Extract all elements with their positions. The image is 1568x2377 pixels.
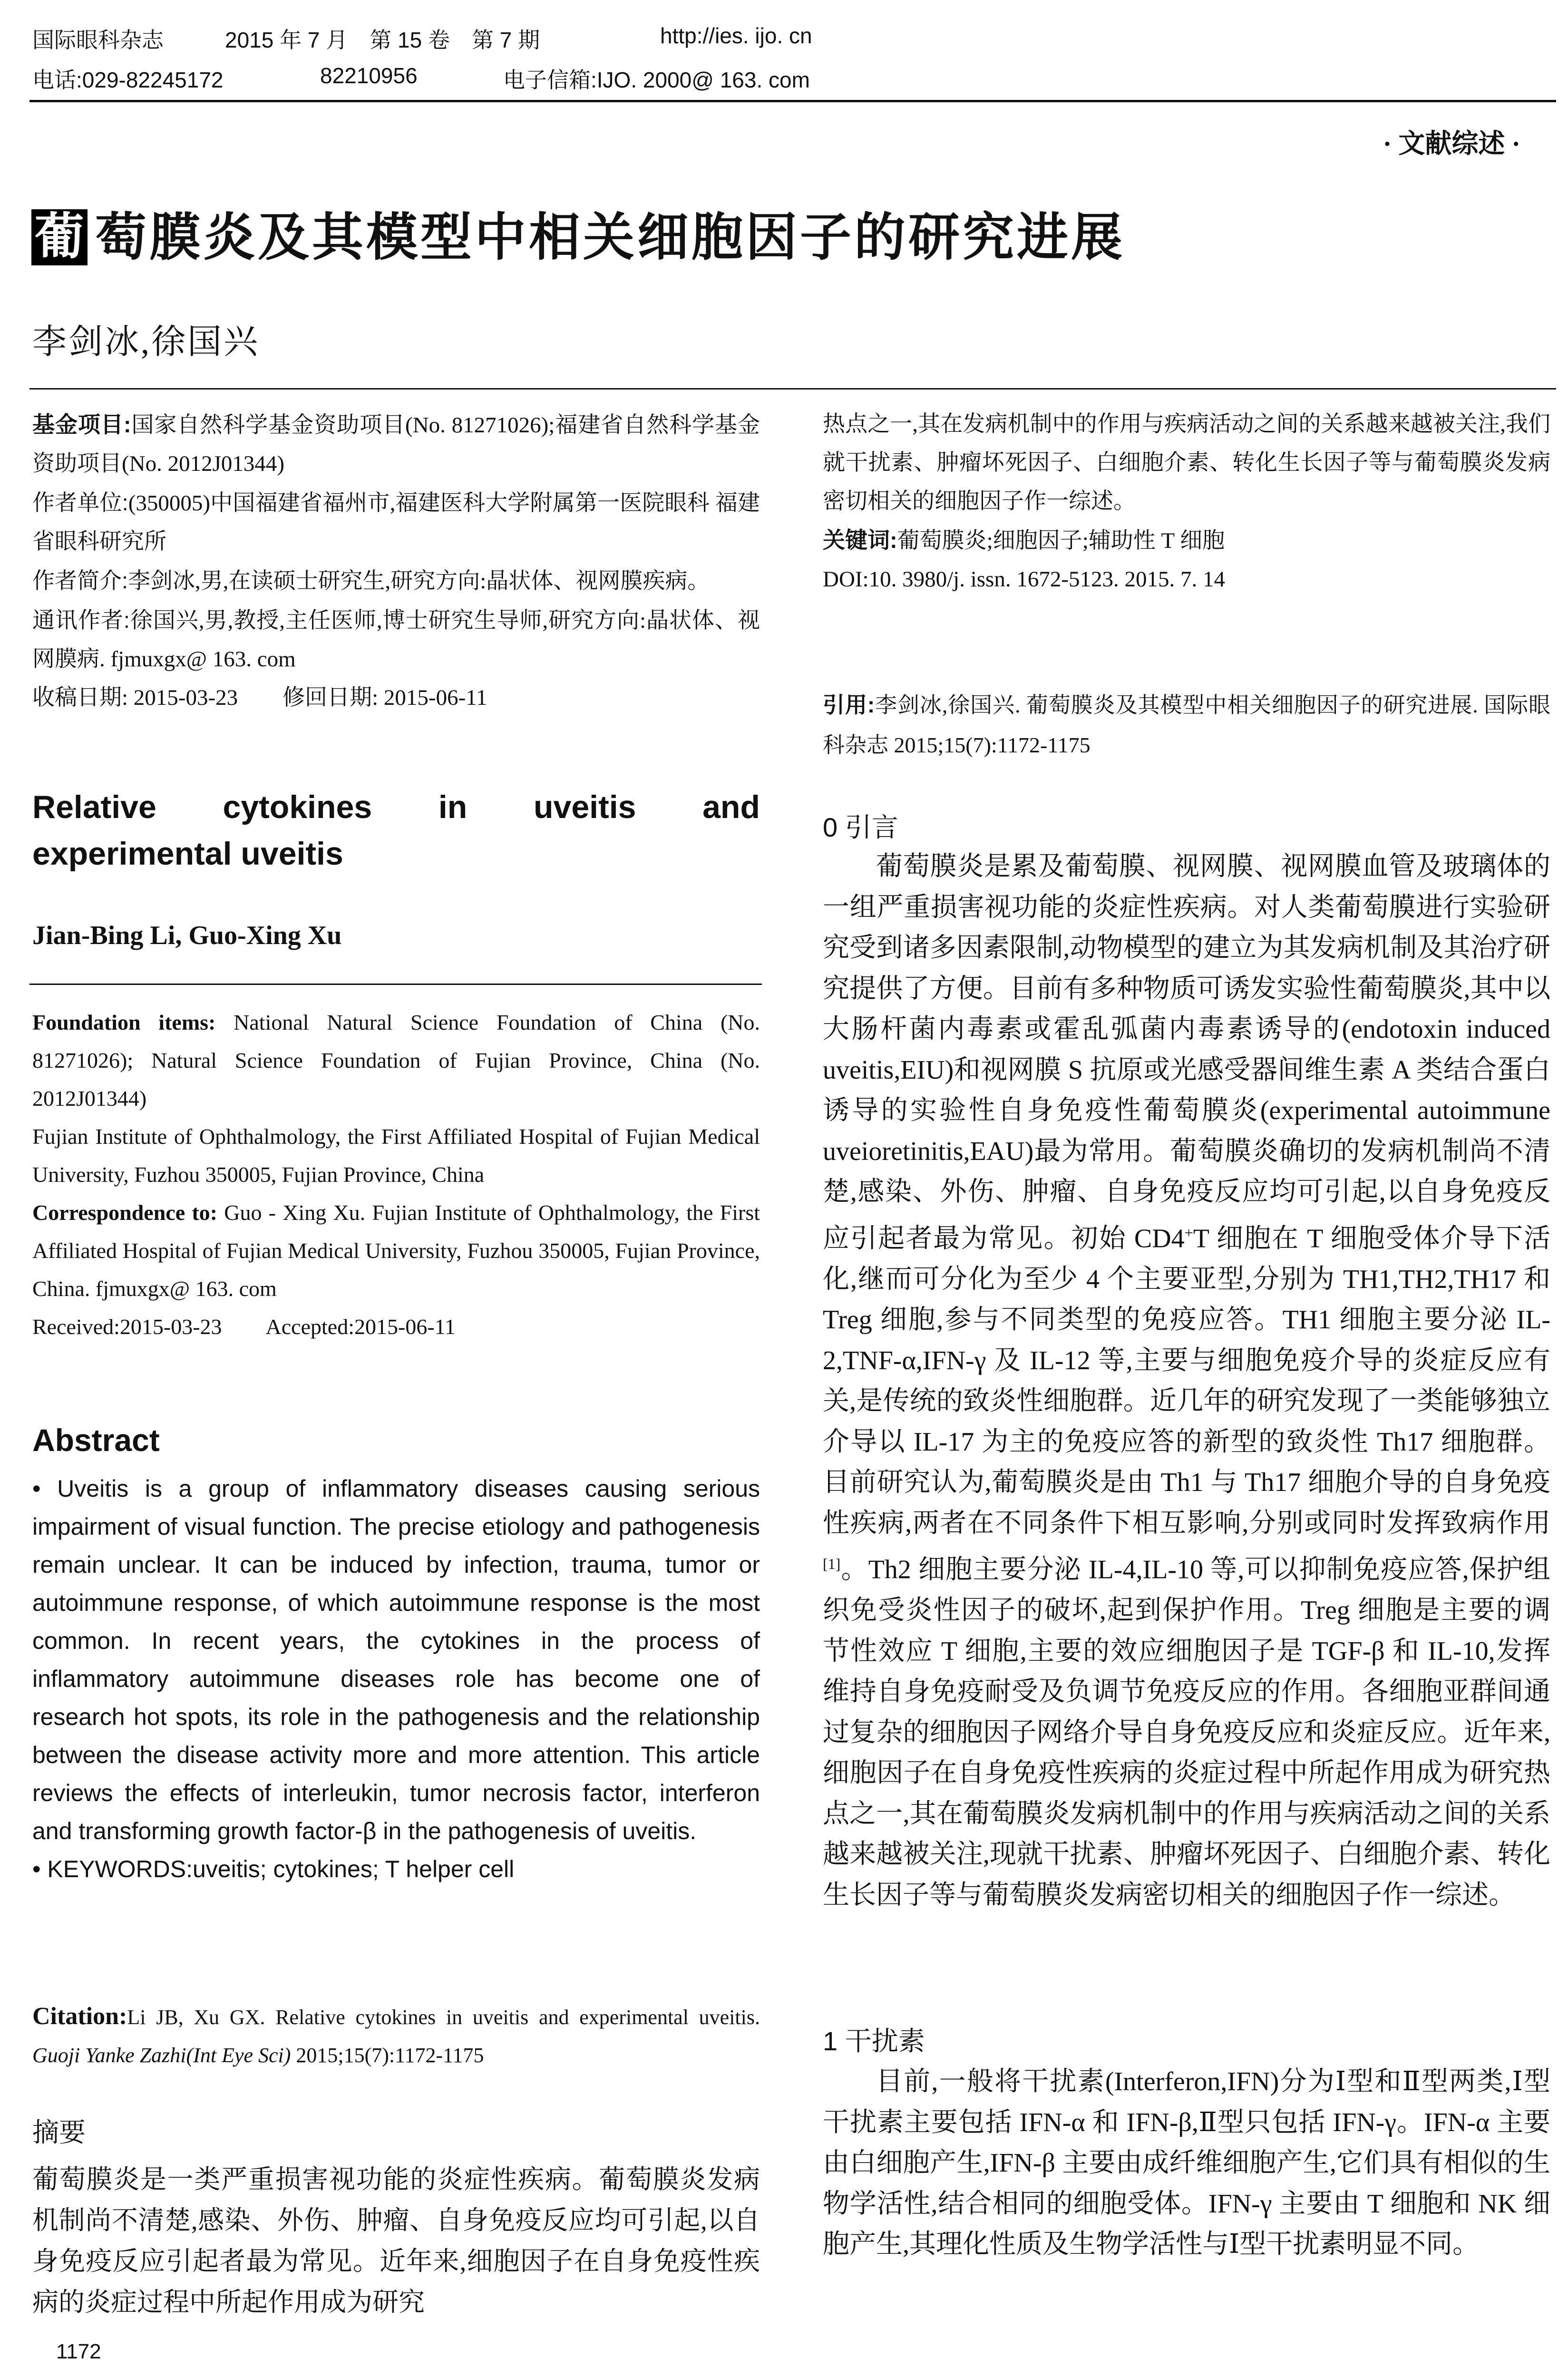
header-rule xyxy=(29,100,1556,102)
citation-zh xyxy=(823,685,1550,765)
section-1-text: 目前,一般将干扰素(Interferon,IFN)分为Ⅰ型和Ⅱ型两类,Ⅰ型干扰素主要包括 IFN-α 和 IFN-β,Ⅱ型只包括 IFN-γ。IFN-α 主要由白细胞产生,IFN-β 主要由成纤维细胞产生,它们具有相似的生物学活性,结合相同的细胞受体。IFN-γ 主要由 T 细胞和 NK 细胞产生,其理化性质及生物学活性与Ⅰ型干扰素明显不同。 xyxy=(823,2067,1550,2259)
keywords-en: • KEYWORDS:uveitis; cytokines; T helper cell xyxy=(32,1856,515,1882)
doi: DOI:10. 3980/j. issn. 1672-5123. 2015. 7. 14 xyxy=(823,567,1225,592)
journal-phone2: 82210956 xyxy=(320,63,418,88)
authors-en: Jian-Bing Li, Guo-Xing Xu xyxy=(32,921,342,950)
zh-abstract xyxy=(32,2159,760,2323)
section-1-body xyxy=(823,2062,1550,2265)
bio-label: 作者简介: xyxy=(32,568,128,593)
zh-abstract-text: 葡萄膜炎是一类严重损害视功能的炎症性疾病。葡萄膜炎发病机制尚不清楚,感染、外伤、肿瘤、自身免疫反应均可引起,以自身免疫反应引起者最为常见。近年来,细胞因子在自身免疫性疾病的炎症过程中所起作用成为研究 xyxy=(32,2165,760,2317)
section-0-text-a: 葡萄膜炎是累及葡萄膜、视网膜、视网膜血管及玻璃体的一组严重损害视功能的炎症性疾病。对人类葡萄膜进行实验研究受到诸多因素限制,动物模型的建立为其发病机制及其治疗研究提供了方便。目前有多种物质可诱发实验性葡萄膜炎,其中以大肠杆菌内毒素或霍乱弧菌内毒素诱导的(endotoxin induced uveitis,EIU)和视网膜 S 抗原或光感受器间维生素 A 类结合蛋白诱导的实验性自身免疫性葡萄膜炎(experimental autoimmune uveioretinitis,EAU)最为常用。葡萄膜炎确切的发病机制尚不清楚,感染、外伤、肿瘤、自身免疫反应均可引起,以自身免疫反应引起者最为常见。初始 CD4 xyxy=(823,852,1550,1254)
title-first-char: 葡 xyxy=(31,209,88,265)
journal-url: http://ies. ijo. cn xyxy=(660,23,812,48)
reference-marker: [1] xyxy=(823,1555,841,1573)
article-title: 萄膜炎及其模型中相关细胞因子的研究进展 xyxy=(95,208,1126,266)
section-tag: · 文献综述 · xyxy=(1383,129,1520,159)
section-0-sup: + xyxy=(1184,1224,1193,1241)
article-metadata-zh xyxy=(32,405,760,717)
journal-issue: 2015 年 7 月 第 15 卷 第 7 期 xyxy=(225,28,540,52)
abstract-zh-cont: 热点之一,其在发病机制中的作用与疾病活动之间的关系越来越被关注,我们就干扰素、肿瘤坏死因子、白细胞介素、转化生长因子等与葡萄膜炎发病密切相关的细胞因子作一综述。 xyxy=(823,412,1550,514)
zh-abstract-heading: 摘要 xyxy=(32,2117,86,2147)
abstract-en-body: • Uveitis is a group of inflammatory diseases causing serious impairment of visual function. The precise etiology and pathogenesis remain unclear. It can be induced by infection, trauma, tumor or autoimmune response, of which autoimmune response is the most common. In recent years, the cytokines in the process of inflammatory autoimmune diseases role has become one of research hot spots, its role in the pathogenesis and the relationship between the disease activity more and more attention. This article reviews the effects of interleukin, tumor necrosis factor, interferon and transforming growth factor-β in the pathogenesis of uveitis. xyxy=(32,1475,760,1844)
title-rule xyxy=(29,388,1556,390)
english-rule xyxy=(29,984,762,985)
section-0-text-c: 。Th2 细胞主要分泌 IL-4,IL-10 等,可以抑制免疫应答,保护组织免受炎性因子的破坏,起到保护作用。Treg 细胞是主要的调节性效应 T 细胞,主要的效应细胞因子是 TGF-β 和 IL-10,发挥维持自身免疫耐受及负调节免疫反应的作用。各细胞亚群间通过复杂的细胞因子网络介导自身免疫反应和炎症反应。近年来,细胞因子在自身免疫性疾病的炎症过程中所起作用成为研究热点之一,其在葡萄膜炎发病机制中的作用与疾病活动之间的关系越来越被关注,现就干扰素、肿瘤坏死因子、白细胞介素、转化生长因子等与葡萄膜炎发病密切相关的细胞因子作一综述。 xyxy=(823,1555,1550,1910)
journal-name: 国际眼科杂志 xyxy=(32,28,164,52)
abstract-zh-continuation xyxy=(823,405,1550,599)
citation-zh-text: 李剑冰,徐国兴. 葡萄膜炎及其模型中相关细胞因子的研究进展. 国际眼科杂志 2015;15(7):1172-1175 xyxy=(823,693,1550,757)
journal-email: 电子信箱:IJO. 2000@ 163. com xyxy=(503,68,810,92)
section-0-heading: 0 引言 xyxy=(823,812,898,842)
english-title-line1: Relative cytokines in uveitis and xyxy=(32,789,760,825)
correspondence-en-text: Guo - Xing Xu. Fujian Institute of Ophthalmology, the First Affiliated Hospital of Fujian Medical University, Fuzhou 350005, Fujian Province, China. fjmuxgx@ 163. com xyxy=(32,1200,760,1301)
citation-en xyxy=(32,1997,760,2075)
abstract-heading: Abstract xyxy=(32,1422,160,1458)
dates-en: Received:2015-03-23 Accepted:2015-06-11 xyxy=(32,1315,456,1339)
keywords-zh: 葡萄膜炎;细胞因子;辅助性 T 细胞 xyxy=(897,528,1225,553)
english-title-line2: experimental uveitis xyxy=(32,836,343,872)
english-title xyxy=(32,784,760,877)
foundation-text: 国家自然科学基金资助项目(No. 81271026);福建省自然科学基金资助项目(No. 2012J01344) xyxy=(32,413,760,476)
journal-phone: 电话:029-82245172 xyxy=(32,68,224,92)
foundation-en-label: Foundation items: xyxy=(32,1010,216,1034)
unit-label: 作者单位: xyxy=(32,490,128,515)
article-metadata-en xyxy=(32,1003,760,1346)
corr-label: 通讯作者: xyxy=(32,607,130,633)
dates-zh: 收稿日期: 2015-03-23 修回日期: 2015-06-11 xyxy=(32,685,487,710)
foundation-en-text: National Natural Science Foundation of China (No. 81271026); Natural Science Foundation of Fujian Province, China (No. 2012J01344) xyxy=(32,1010,760,1111)
abstract-en xyxy=(32,1470,760,1888)
foundation-label: 基金项目: xyxy=(32,412,131,437)
citation-en-label: Citation: xyxy=(32,2003,127,2030)
institution-en: Fujian Institute of Ophthalmology, the First Affiliated Hospital of Fujian Medical University, Fuzhou 350005, Fujian Province, China xyxy=(32,1124,760,1187)
section-0-text-b: T 细胞在 T 细胞受体介导下活化,继而可分化为至少 4 个主要亚型,分别为 TH1,TH2,TH17 和 Treg 细胞,参与不同类型的免疫应答。TH1 细胞主要分泌 IL-2,TNF-α,IFN-γ 及 IL-12 等,主要与细胞免疫介导的炎症反应有关,是传统的致炎性细胞群。近几年的研究发现了一类能够独立介导以 IL-17 为主的免疫应答的新型的致炎性 Th17 细胞群。目前研究认为,葡萄膜炎是由 Th1 与 Th17 细胞介导的自身免疫性疾病,两者在不同条件下相互影响,分别或同时发挥致病作用 xyxy=(823,1224,1550,1538)
page-number: 1172 xyxy=(56,2340,101,2363)
citation-en-tail: 2015;15(7):1172-1175 xyxy=(291,2044,484,2067)
citation-en-text: Li JB, Xu GX. Relative cytokines in uveitis and experimental uveitis. xyxy=(127,2006,760,2029)
section-0-body xyxy=(823,847,1550,1916)
corr-text: 徐国兴,男,教授,主任医师,博士研究生导师,研究方向:晶状体、视网膜病. fjmuxgx@ 163. com xyxy=(32,608,760,672)
section-1-heading: 1 干扰素 xyxy=(823,2026,925,2056)
authors-zh: 李剑冰,徐国兴 xyxy=(32,323,260,361)
unit-text: (350005)中国福建省福州市,福建医科大学附属第一医院眼科 福建省眼科研究所 xyxy=(32,491,760,554)
bio-text: 李剑冰,男,在读硕士研究生,研究方向:晶状体、视网膜疾病。 xyxy=(128,569,710,594)
keywords-label: 关键词: xyxy=(823,527,897,553)
correspondence-en-label: Correspondence to: xyxy=(32,1200,217,1225)
citation-zh-label: 引用: xyxy=(823,692,875,717)
citation-en-journal: Guoji Yanke Zazhi(Int Eye Sci) xyxy=(32,2044,291,2067)
